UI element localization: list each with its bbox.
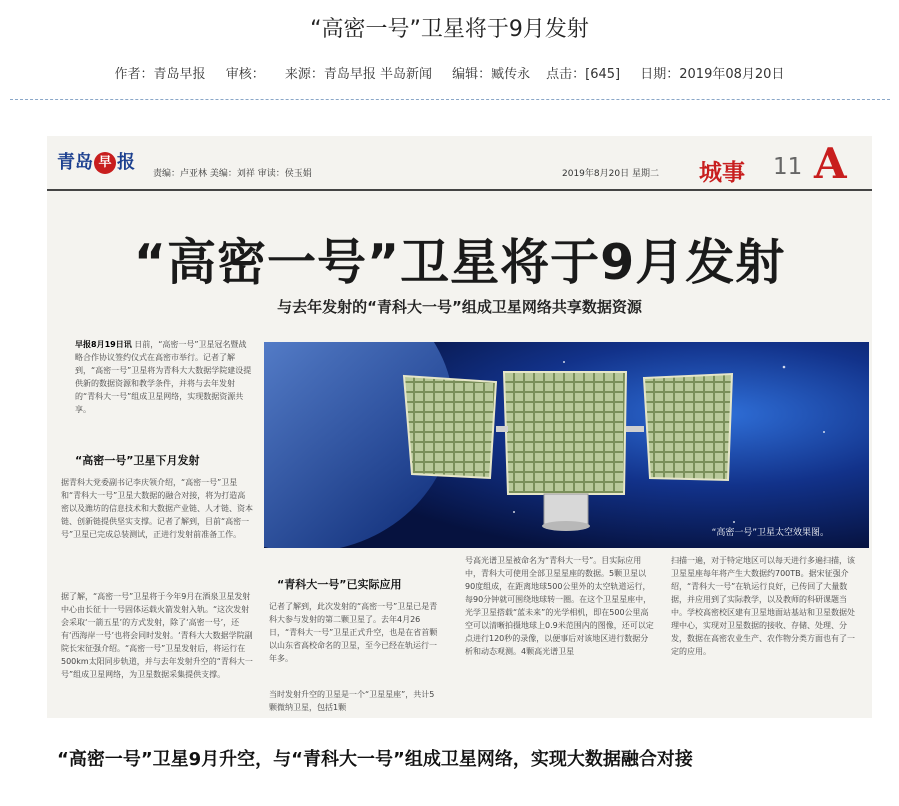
newspaper-logo: 青岛 早 报	[57, 152, 135, 173]
newspaper-page-letter: A	[814, 139, 847, 188]
newspaper-lead	[75, 338, 253, 416]
article-meta	[0, 63, 899, 82]
newspaper-section: 城事	[699, 160, 745, 186]
logo-seal-icon: 早	[94, 152, 116, 174]
newspaper-page-number: 11	[773, 154, 803, 180]
section1-title: “高密一号”卫星下月发射	[75, 454, 200, 467]
section1-text2: 据了解，“高密一号”卫星将于今年9月在酒泉卫星发射中心由长征十一号固体运载火箭发射入轨。“这次发射会采取‘一箭五星’的方式发射，除了‘高密一号’，还有‘西海岸一号’也将会同时发射。‘青科大大数据学院副院长宋征强介绍。“高密一号”卫星发射后，将运行在500km太阳同步轨道，并与去年发射升空的“青科大一号”组成卫星网络，为卫星数据采集提供支撑。	[61, 592, 253, 679]
meta-editor: 编辑：臧传永	[452, 67, 531, 82]
newspaper-editors: 责编：卢亚林 美编：刘祥 审读：侯玉娟	[153, 169, 312, 179]
meta-source: 来源：青岛早报 半岛新闻	[284, 67, 432, 82]
photo-caption: “高密一号”卫星太空效果图。	[711, 528, 829, 538]
column4-text: 扫描一遍，对于特定地区可以每天进行多遍扫描，该卫星星座每年将产生大数据约700TB。据宋征强介绍，“青科大一号”在轨运行良好，已传回了大量数据，并应用到了实际教学，以及教师的科研课题当中。学校高密校区建有卫星地面站基站和卫星数据处理中心，实现对卫星数据的接收、存储、处理、分发，数据在高密农业生产、农作物分类方面也有了一定的应用。	[671, 556, 855, 656]
meta-clicks: 点击：[645]	[546, 67, 621, 82]
divider	[10, 99, 890, 100]
section2-text2: 当时发射升空的卫星是一个“卫星星座”，共计5颗微纳卫星，包括1颗	[269, 690, 435, 712]
lead-dateline: 早报8月19日讯	[75, 340, 132, 349]
article-title: “高密一号”卫星将于9月发射	[310, 17, 589, 42]
newspaper-header	[47, 136, 872, 191]
newspaper-subheadline: 与去年发射的“青科大一号”组成卫星网络共享数据资源	[277, 298, 642, 316]
lead-text: 日前，“高密一号”卫星冠名暨战略合作协议签约仪式在高密市举行。记者了解到，“高密一号”卫星将为青科大大数据学院建设提供新的数据资源和教学条件，并将与去年发射的“青科大一号”组成卫星网络，实现数据资源共享。	[75, 340, 252, 414]
satellite-photo	[264, 342, 869, 548]
meta-date: 日期：2019年08月20日	[640, 67, 785, 82]
meta-author: 作者：青岛早报	[114, 67, 206, 82]
article-caption: “高密一号”卫星9月升空，与“青科大一号”组成卫星网络，实现大数据融合对接	[57, 749, 693, 770]
satellite-image	[264, 342, 869, 548]
meta-reviewer: 审核：	[225, 67, 265, 82]
section2-text: 记者了解到，此次发射的“高密一号”卫星已是青科大参与发射的第二颗卫星了。去年4月26日，“青科大一号”卫星正式升空，也是在省首颗以山东省高校命名的卫星，至今已经在轨运行一年多。	[269, 602, 438, 663]
newspaper-date: 2019年8月20日 星期二	[562, 169, 659, 179]
section1-text: 据青科大党委副书记李庆领介绍，“高密一号”卫星和“青科大一号”卫星大数据的融合对接，将为打造高密以及潍坊的信息技术和大数据产业链、人才链、资本链、创新链提供坚实支撑。记者了解到，目前“高密一号”卫星已完成总装测试，正进行发射前准备工作。	[61, 478, 253, 539]
section2-title: “青科大一号”已实际应用	[277, 578, 402, 591]
newspaper-image	[47, 136, 872, 718]
newspaper-headline: “高密一号”卫星将于9月发射	[133, 234, 786, 291]
column3-text: 号高光谱卫星被命名为“青科大一号”。目实际应用中，青科大可使用全部卫星星座的数据。5颗卫星以90度组成，在距离地球500公里外的太空轨道运行，每90分钟就可围绕地球转一圈。在这个卫星星座中，光学卫星搭载“蓝未来”的光学相机，即在500公里高空可以清晰拍摄地球上0.9米范围内的图像，还可以定点进行120秒的录像，以便事后对该地区进行数据分析和动态观测。4颗高光谱卫星	[465, 556, 654, 656]
